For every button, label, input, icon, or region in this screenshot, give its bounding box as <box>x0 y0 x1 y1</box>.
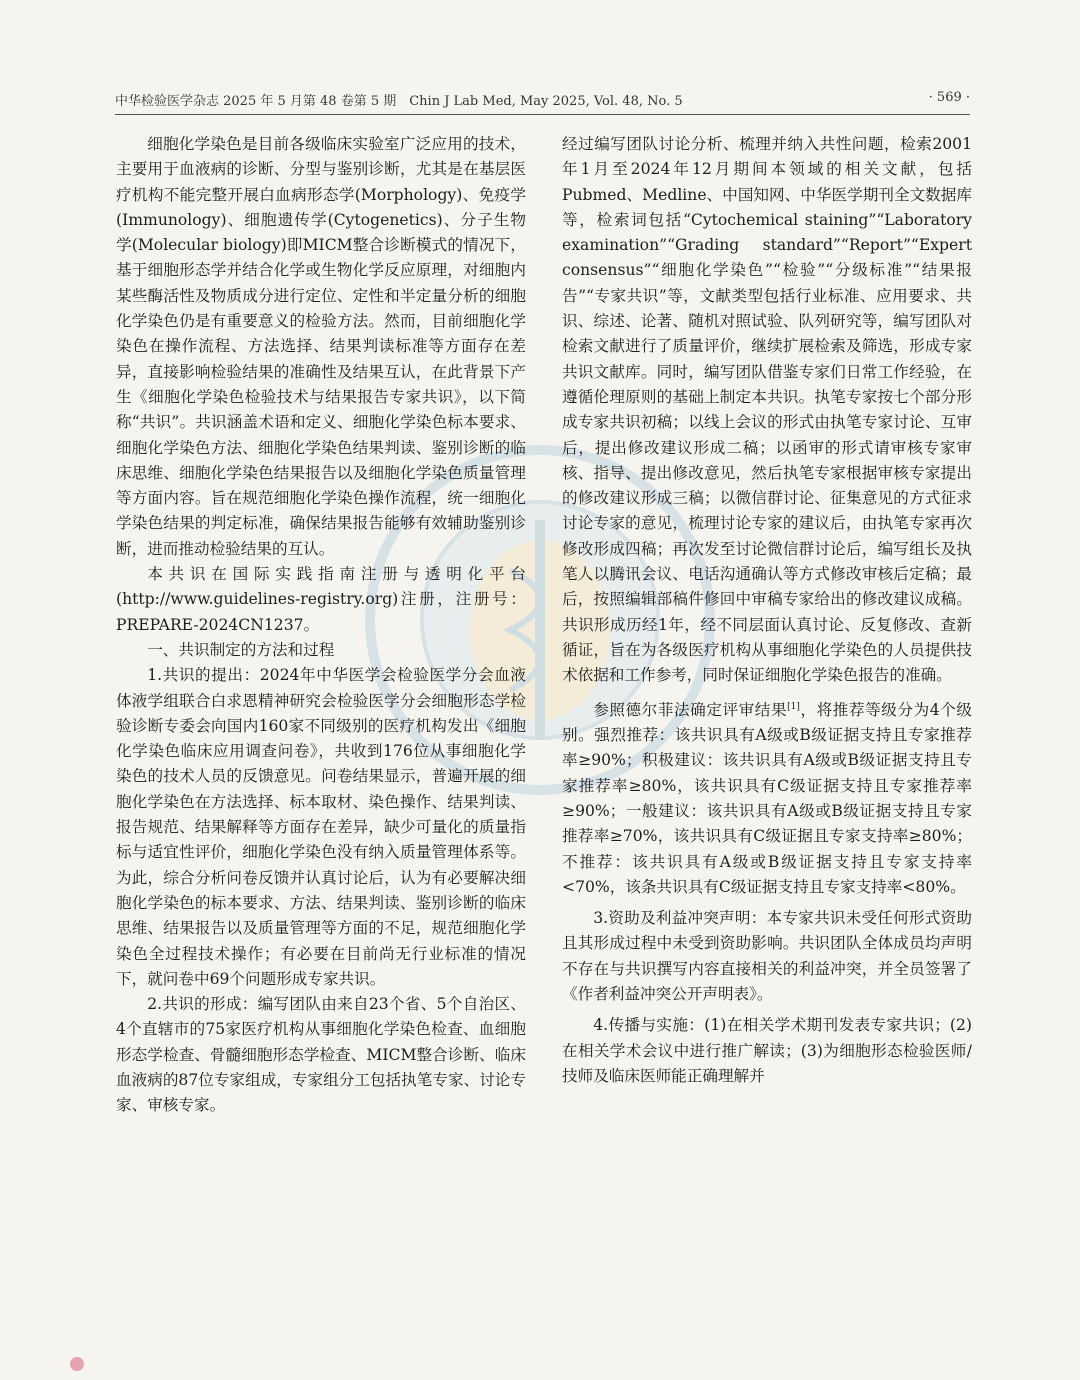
dissemination-paragraph: 4.传播与实施：(1)在相关学术期刊发表专家共识；(2)在相关学术会议中进行推广解读；(3)为细胞形态检验医师/技师及临床医师能正确理解并 <box>562 1016 972 1085</box>
grading-paragraph <box>562 695 972 901</box>
consensus-formation-paragraph: 2.共识的形成：编写团队由来自23个省、5个自治区、4个直辖市的75家医疗机构从事细胞化学染色检查、血细胞形态学检查、骨髓细胞形态学检查、MICM整合诊断、临床血液病的87位专家组成，专家组分工包括执笔专家、讨论专家、审核专家。 <box>116 995 526 1115</box>
right-column <box>562 132 972 1089</box>
conflict-paragraph: 3.资助及利益冲突声明：本专家共识未受任何形式资助且其形成过程中未受到资助影响。共识团队全体成员均声明不存在与共识撰写内容直接相关的利益冲突，并全员签署了《作者利益冲突公开声明表》。 <box>562 909 972 1003</box>
intro-paragraph: 细胞化学染色是目前各级临床实验室广泛应用的技术，主要用于血液病的诊断、分型与鉴别诊断，尤其是在基层医疗机构不能完整开展白血病形态学(Morphology)、免疫学(Immunology)、细胞遗传学(Cytogenetics)、分子生物学(Molecular biology)即MICM整合诊断模式的情况下，基于细胞形态学并结合化学或生物化学反应原理，对细胞内某些酶活性及物质成分进行定位、定性和半定量分析的细胞化学染色仍是有重要意义的检验方法。然而，目前细胞化学染色在操作流程、方法选择、结果判读标准等方面存在差异，直接影响检验结果的准确性及结果互认，在此背景下产生《细胞化学染色检验技术与结果报告专家共识》，以下简称“共识”。共识涵盖术语和定义、细胞化学染色标本要求、细胞化学染色方法、细胞化学染色结果判读、鉴别诊断的临床思维、细胞化学染色结果报告以及细胞化学染色质量管理等方面内容。旨在规范细胞化学染色操作流程，统一细胞化学染色结果的判定标准，确保结果报告能够有效辅助鉴别诊断，进而推动检验结果的互认。 <box>116 135 526 558</box>
section-heading: 一、共识制定的方法和过程 <box>147 640 335 659</box>
page-number: · 569 · <box>928 90 970 105</box>
grading-text-b: ，将推荐等级分为4个级别。强烈推荐：该共识具有A级或B级证据支持且专家推荐率≥90%；积极建议：该共识具有A级或B级证据支持且专家推荐率≥80%，该共识具有C级证据支持且专家推荐率≥90%；一般建议：该共识具有A级或B级证据支持且专家推荐率≥70%，该共识具有C级证据且专家支持率≥80%；不推荐：该共识具有A级或B级证据支持且专家支持率<70%，该条共识具有C级证据支持且专家支持率<80%。 <box>562 700 972 896</box>
left-column <box>116 132 526 1119</box>
running-header <box>115 84 970 115</box>
registration-paragraph: 本共识在国际实践指南注册与透明化平台(http://www.guidelines-registry.org)注册，注册号：PREPARE-2024CN1237。 <box>116 565 526 634</box>
grading-text-a: 参照德尔菲法确定评审结果 <box>593 700 788 719</box>
flower-icon <box>70 1357 84 1371</box>
formation-continued-paragraph: 经过编写团队讨论分析、梳理并纳入共性问题，检索2001年1月至2024年12月期间本领域的相关文献，包括Pubmed、Medline、中国知网、中华医学期刊全文数据库等，检索词包括“Cytochemical staining”“Laboratory examination”“Grading standard”“Report”“Expert consensus”“细胞化学染色”“检验”“分级标准”“结果报告”“专家共识”等，文献类型包括行业标准、应用要求、共识、综述、论著、随机对照试验、队列研究等，编写团队对检索文献进行了质量评价，继续扩展检索及筛选，形成专家共识文献库。同时，编写团队借鉴专家们日常工作经验，在遵循伦理原则的基础上制定本共识。执笔专家按七个部分形成专家共识初稿；以线上会议的形式由执笔专家讨论、互审后，提出修改建议形成二稿；以函审的形式请审核专家审核、指导、提出修改意见，然后执笔专家根据审核专家提出的修改建议形成三稿；以微信群讨论、征集意见的方式征求讨论专家的意见，梳理讨论专家的建议后，由执笔专家再次修改形成四稿；再次发至讨论微信群讨论后，编写组长及执笔人以腾讯会议、电话沟通确认等方式修改审核后定稿；最后，按照编辑部稿件修回中审稿专家给出的修改建议成稿。共识形成历经1年，经不同层面认真讨论、反复修改、查新循证，旨在为各级医疗机构从事细胞化学染色的人员提供技术依据和工作参考，同时保证细胞化学染色报告的准确。 <box>562 135 972 685</box>
publisher-footer-logo <box>70 1356 92 1376</box>
journal-citation: 中华检验医学杂志 2025 年 5 月第 48 卷第 5 期 Chin J Lab Med, May 2025, Vol. 48, No. 5 <box>115 94 683 109</box>
reference-marker: [1] <box>787 701 800 712</box>
consensus-proposal-paragraph: 1.共识的提出：2024年中华医学会检验医学分会血液体液学组联合白求恩精神研究会检验医学分会细胞形态学检验诊断专委会向国内160家不同级别的医疗机构发出《细胞化学染色临床应用调查问卷》，共收到176位从事细胞化学染色的技术人员的反馈意见。问卷结果显示，普遍开展的细胞化学染色在方法选择、标本取材、染色操作、结果判读、报告规范、结果解释等方面存在差异，缺少可量化的质量指标与适宜性评价，细胞化学染色没有纳入质量管理体系等。为此，综合分析问卷反馈并认真讨论后，认为有必要解决细胞化学染色的标本要求、方法、结果判读、鉴别诊断的临床思维、结果报告以及质量管理等方面的不足，规范细胞化学染色全过程技术操作；有必要在目前尚无行业标准的情况下，就问卷中69个问题形成专家共识。 <box>116 666 526 988</box>
